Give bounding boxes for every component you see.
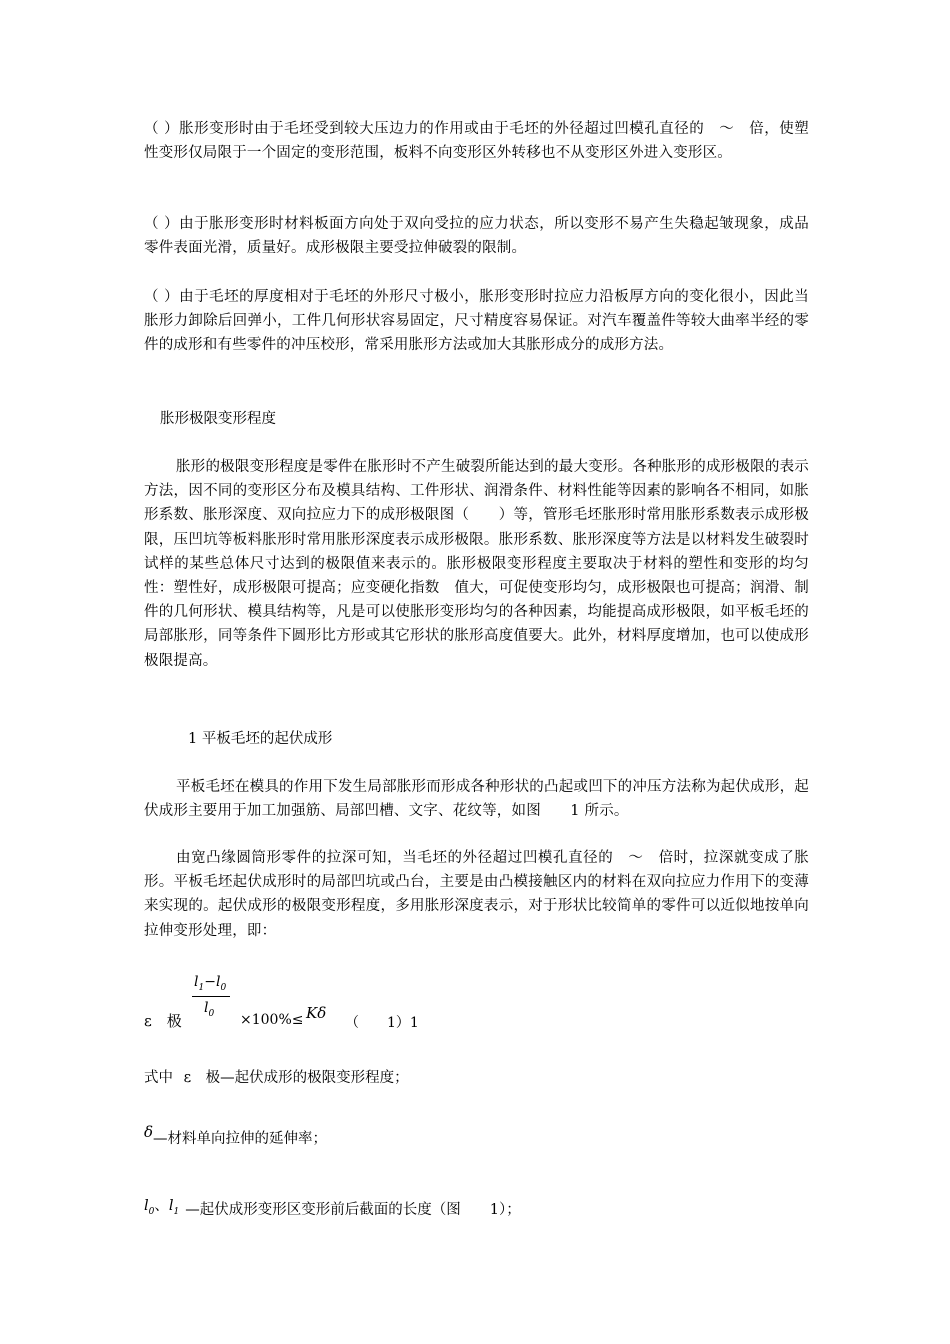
fraction-bar	[192, 996, 230, 997]
paragraph-biaxial-stress: （ ）由于胀形变形时材料板面方向处于双向受拉的应力状态，所以变形不易产生失稳起皱现象，成品零件表面光滑，质量好。成形极限主要受拉伸破裂的限制。	[144, 216, 809, 257]
formula-denominator: $l_0$	[204, 1000, 215, 1019]
paragraph-embossing-deformation: 由宽凸缘圆筒形零件的拉深可知，当毛坯的外径超过凹模孔直径的 ～ 倍时，拉深就变成了胀形。平板毛坯起伏成形时的局部凹坑或凸台，主要是由凸模接触区内的材料在双向拉应力作用下的变薄来实现的。起伏成形的极限变形程度，多用胀形深度表示，对于形状比较简单的零件可以近似地按单向拉伸变形处理，即：	[144, 850, 809, 939]
definition-text-delta: —材料单向拉伸的延伸率；	[153, 1131, 328, 1147]
definition-symbol-l0: $l_0$	[144, 1198, 155, 1217]
paragraph-springback: （ ）由于毛坯的厚度相对于毛坯的外形尺寸极小，胀形变形时拉应力沿板厚方向的变化很小，因此当胀形力卸除后回弹小，工件几何形状容易固定，尺寸精度容易保证。对汽车覆盖件等较大曲率半经的零件的成形和有些零件的冲压校形，常采用胀形方法或加大其胀形成分的成形方法。	[144, 289, 809, 354]
formula-limit-strain	[140, 972, 500, 1038]
definition-symbol-epsilon: ε 极	[183, 1070, 221, 1086]
definition-prefix: 式中	[144, 1070, 173, 1086]
definition-text-epsilon: —起伏成形的极限变形程度；	[220, 1070, 409, 1086]
definition-symbol-l1: $l_1$	[168, 1198, 180, 1217]
formula-rhs: Kδ	[306, 1004, 327, 1022]
definition-delta	[144, 1123, 328, 1151]
paragraph-embossing-definition: 平板毛坯在模具的作用下发生局部胀形而形成各种形状的凸起或凹下的冲压方法称为起伏成形，起伏成形主要用于加工加强筋、局部凹槽、文字、花纹等，如图 1 所示。	[144, 779, 809, 820]
formula-numerator: $l_1-l_0$	[194, 974, 227, 993]
definition-lengths	[144, 1198, 521, 1228]
equation-number: （ 1）1	[345, 1015, 419, 1031]
section-heading-forming-limit: 胀形极限变形程度	[160, 411, 276, 427]
paragraph-forming-limit: 胀形的极限变形程度是零件在胀形时不产生破裂所能达到的最大变形。各种胀形的成形极限的表示方法，因不同的变形区分布及模具结构、工件形状、润滑条件、材料性能等因素的影响各不相同，如胀形系数、胀形深度、双向拉应力下的成形极限图（ ）等，管形毛坯胀形时常用胀形系数表示成形极限，压凹坑等板料胀形时常用胀形深度表示成形极限。胀形系数、胀形深度等方法是以材料发生破裂时试样的某些总体尺寸达到的极限值来表示的。胀形极限变形程度主要取决于材料的塑性和变形的均匀性：塑性好，成形极限可提高；应变硬化指数 值大，可促使变形均匀，成形极限也可提高；润滑、制件的几何形状、模具结构等，凡是可以使胀形变形均匀的各种因素，均能提高成形极限，如平板毛坯的局部胀形，同等条件下圆形比方形或其它形状的胀形高度值要大。此外，材料厚度增加，也可以使成形极限提高。	[144, 459, 809, 669]
formula-times-percent: ×100%≤	[240, 1012, 304, 1028]
formula-lhs: ε 极	[144, 1012, 182, 1030]
definition-symbol-delta: δ	[144, 1123, 154, 1141]
definition-epsilon	[144, 1066, 409, 1090]
definition-separator: 、	[154, 1198, 169, 1214]
definition-text-lengths: —起伏成形变形区变形前后截面的长度（图 1）；	[185, 1202, 521, 1218]
paragraph-bulging-constraint: （ ）胀形变形时由于毛坯受到较大压边力的作用或由于毛坯的外径超过凹模孔直径的 ～ 倍，使塑性变形仅局限于一个固定的变形范围，板料不向变形区外转移也不从变形区外进入变形区。	[144, 121, 809, 162]
section-heading-embossing: 1 平板毛坯的起伏成形	[188, 731, 333, 747]
